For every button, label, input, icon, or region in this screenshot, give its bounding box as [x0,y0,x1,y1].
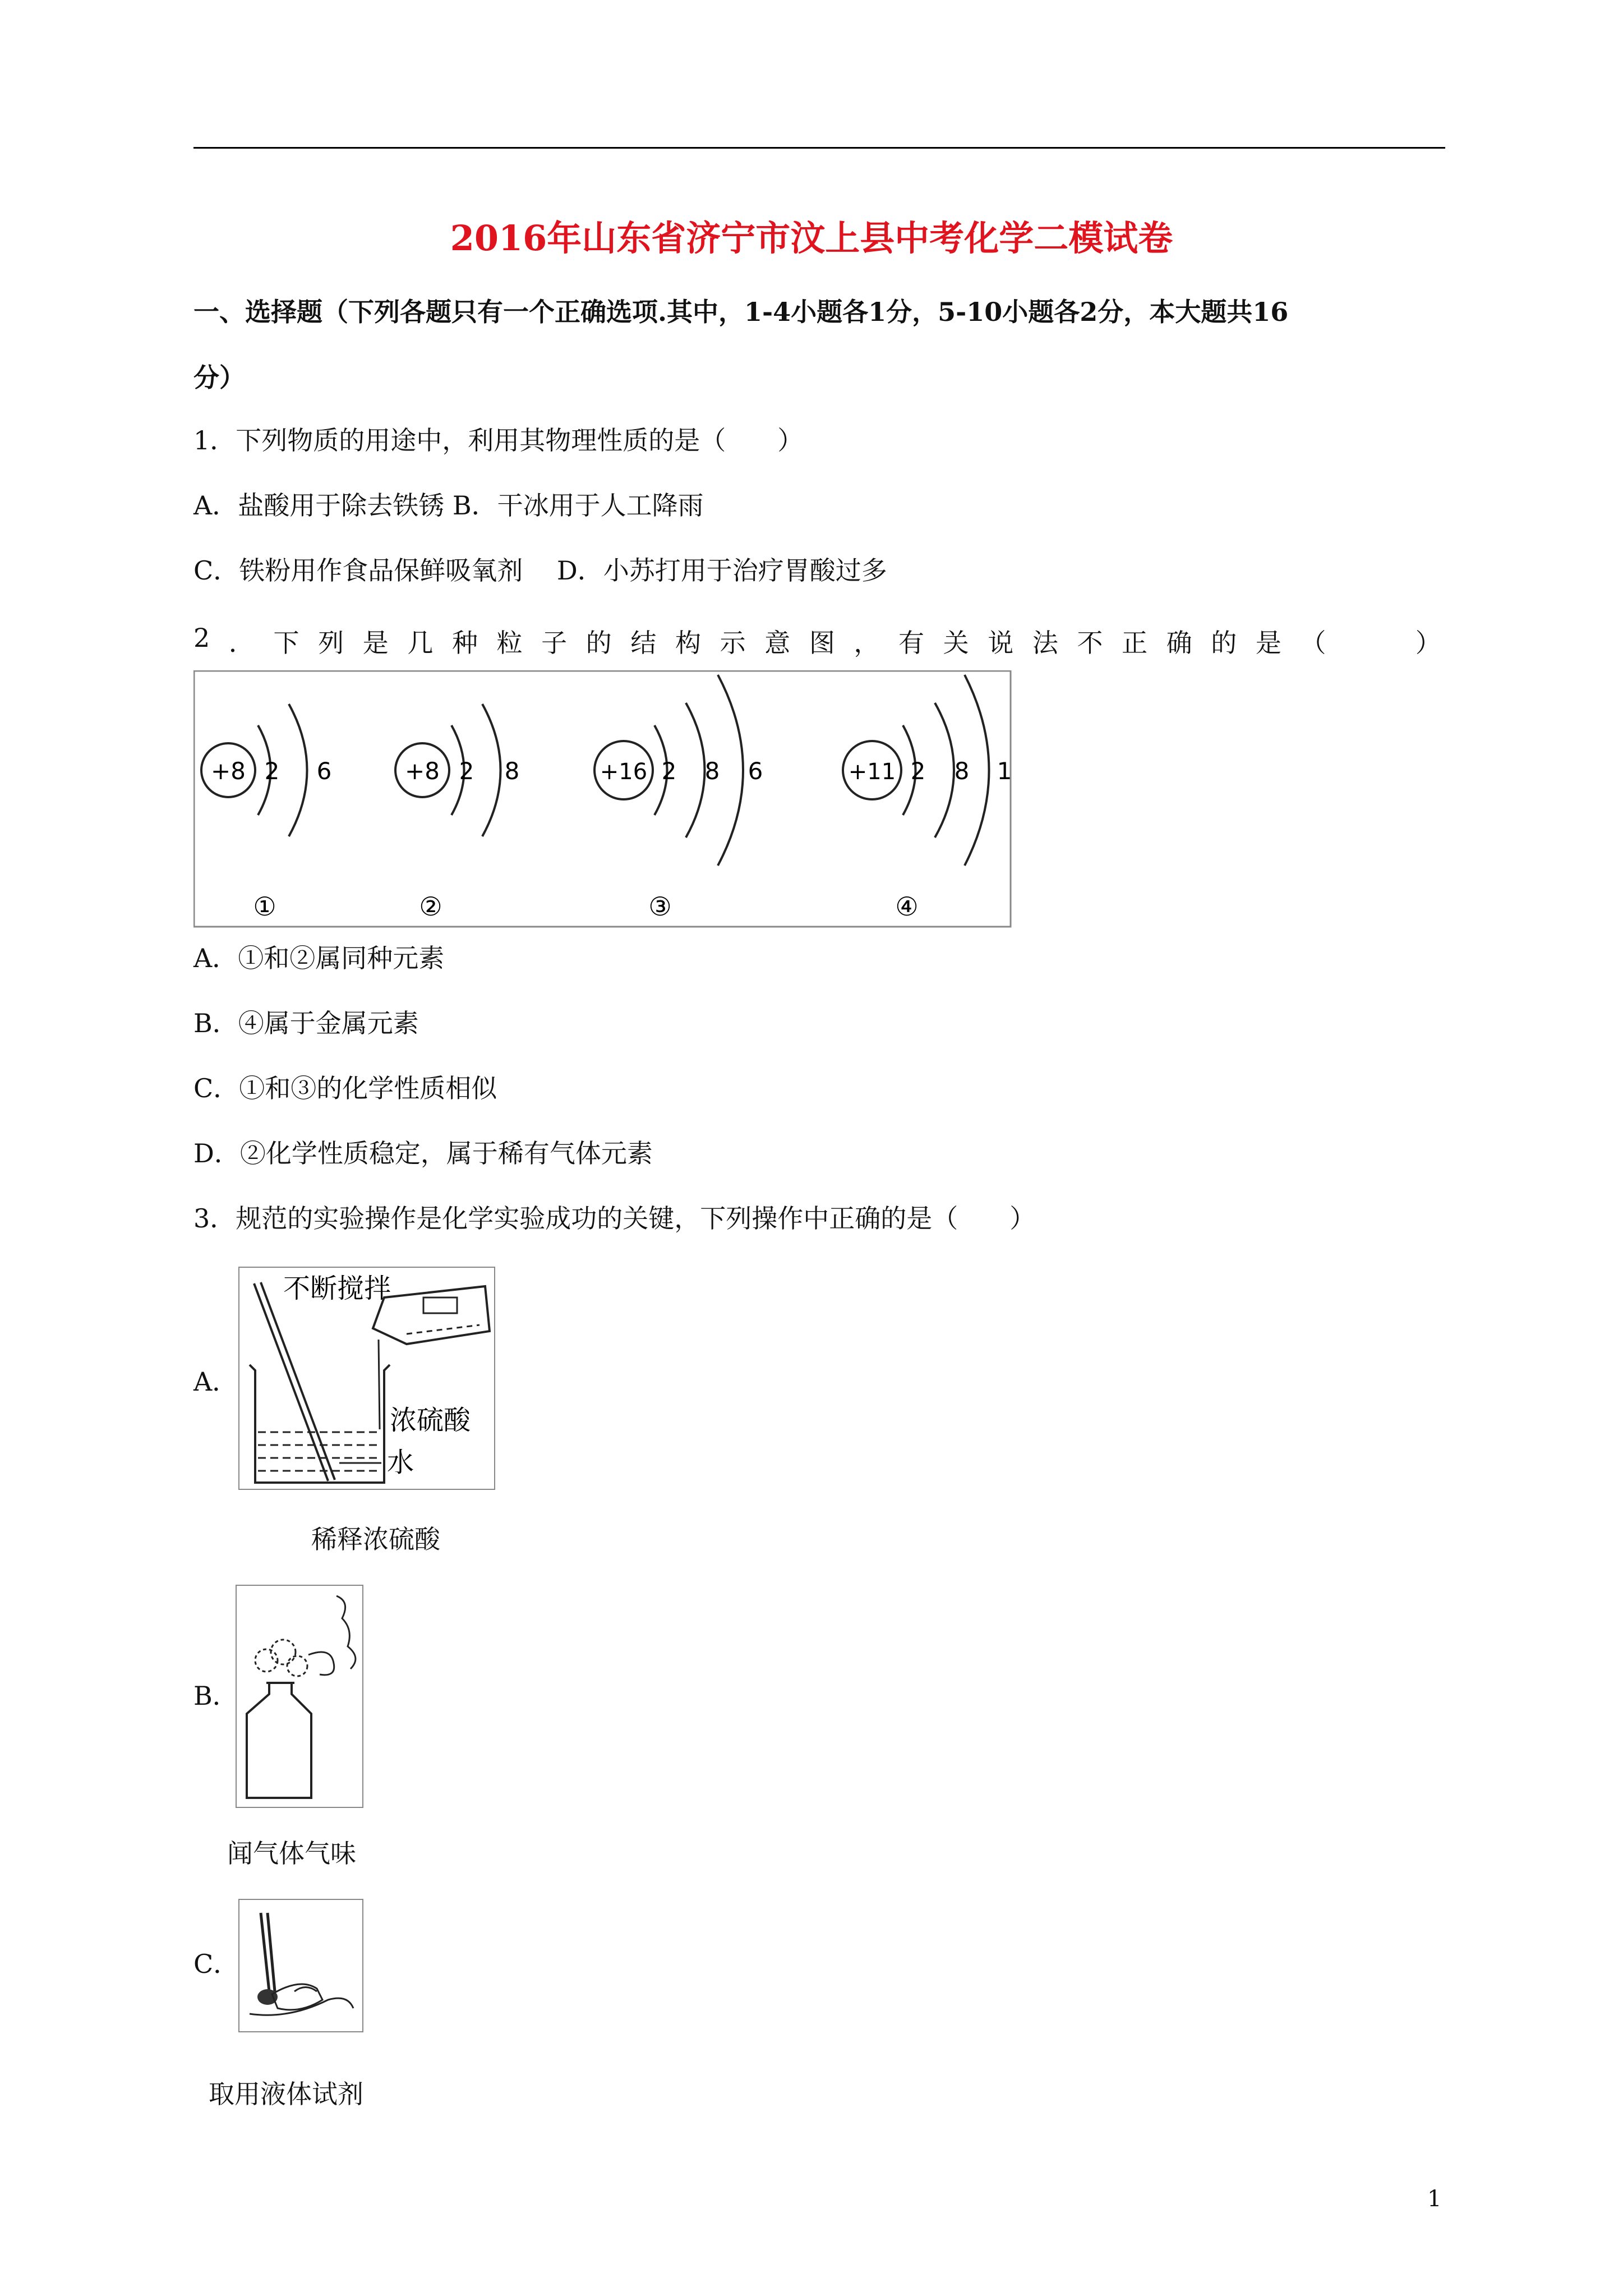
q2-stem-char: 下 [273,628,299,658]
shell-electrons: 8 [954,757,970,785]
shell-electrons: 2 [661,757,677,785]
page-number: 1 [1427,2186,1442,2212]
nucleus-charge: +11 [848,759,896,785]
particle-2 [395,704,519,922]
acid-label: 浓硫酸 [390,1405,471,1436]
particle-label: ② [419,891,442,922]
q2-stem-char [1345,623,1396,660]
q1-stem: 1．下列物质的用途中，利用其物理性质的是（ ） [193,425,804,455]
particle-3 [594,675,763,922]
q2-stem-char: 种 [451,628,478,658]
q2-stem-char: 的 [1211,628,1237,658]
shell-electrons: 8 [504,757,520,785]
section-heading: 一、选择题（下列各题只有一个正确选项.其中，1-4小题各1分，5-10小题各2分，本大题共16 [193,297,1289,327]
header-rule [193,147,1445,149]
particle-label: ④ [895,891,919,922]
q2-stem-char: 有 [898,628,925,658]
q2-stem-char: ， [854,628,880,658]
q2-stem-char: 粒 [496,628,523,658]
q2-stem [193,623,1441,660]
q2-stem-char: 的 [585,628,612,658]
stir-label: 不断搅拌 [283,1273,391,1304]
q3-option-b-letter: B． [193,1681,238,1711]
dilute-sulfuric-acid-figure [238,1267,496,1491]
shell-electrons: 2 [264,757,280,785]
smell-gas-figure [236,1585,365,1809]
q2-stem-char: 图 [809,628,835,658]
q2-option-c: C．①和③的化学性质相似 [193,1073,497,1103]
q3-a-caption: 稀释浓硫酸 [311,1524,440,1554]
q2-stem-char: 不 [1077,628,1103,658]
q3-option-c-letter: C． [193,1949,239,1979]
q2-option-d: D．②化学性质稳定，属于稀有气体元素 [193,1138,653,1168]
liquid-reagent-figure [238,1899,365,2033]
q2-stem-char: （ [1300,628,1326,658]
page-title: 2016年山东省济宁市汶上县中考化学二模试卷 [450,218,1173,259]
water-label: 水 [387,1447,414,1478]
q1-options-cd: C．铁粉用作食品保鲜吸氧剂 D．小苏打用于治疗胃酸过多 [193,555,887,586]
q2-stem-char: ） [1415,628,1441,658]
q2-stem-char: 关 [943,628,969,658]
shell-electrons: 1 [997,757,1012,785]
shell-electrons: 6 [316,757,332,785]
q1-options-ab: A．盐酸用于除去铁锈 B．干冰用于人工降雨 [193,490,704,521]
q2-stem-char: 法 [1032,628,1058,658]
nucleus-charge: +16 [600,759,648,785]
q2-stem-char: 是 [1255,628,1281,658]
q2-stem-char: 正 [1122,628,1148,658]
q2-stem-char: 子 [541,628,568,658]
q3-b-caption: 闻气体气味 [227,1838,356,1869]
q2-stem-char: 列 [318,628,344,658]
shell-electrons: 8 [704,757,720,785]
q2-option-b: B．④属于金属元素 [193,1008,419,1038]
q2-stem-char: 确 [1166,628,1192,658]
q2-option-a: A．①和②属同种元素 [193,943,445,973]
q2-stem-char: 构 [675,628,701,658]
q3-option-a-letter: A． [193,1366,238,1397]
shell-electrons: 6 [748,757,763,785]
q3-c-caption: 取用液体试剂 [209,2079,363,2109]
particle-structure-figure [193,670,1012,928]
shell-electrons: 2 [910,757,926,785]
particle-label: ③ [648,891,672,922]
nucleus-charge: +8 [211,757,246,785]
q2-stem-char: 是 [362,628,389,658]
q2-stem-char: 2 [193,623,210,653]
q2-stem-char: 几 [407,628,434,658]
q3-stem: 3．规范的实验操作是化学实验成功的关键，下列操作中正确的是（ ） [193,1203,1036,1234]
nucleus-charge: +8 [405,757,440,785]
q2-stem-char: 结 [630,628,657,658]
particle-4 [843,675,1012,922]
q2-stem-char: ． [228,628,255,658]
particle-1 [201,704,331,922]
particle-label: ① [253,891,276,922]
q2-stem-char: 说 [988,628,1014,658]
shell-electrons: 2 [459,757,474,785]
section-heading-cont: 分） [193,362,245,393]
q2-stem-char: 意 [764,628,791,658]
q2-stem-char: 示 [720,628,746,658]
